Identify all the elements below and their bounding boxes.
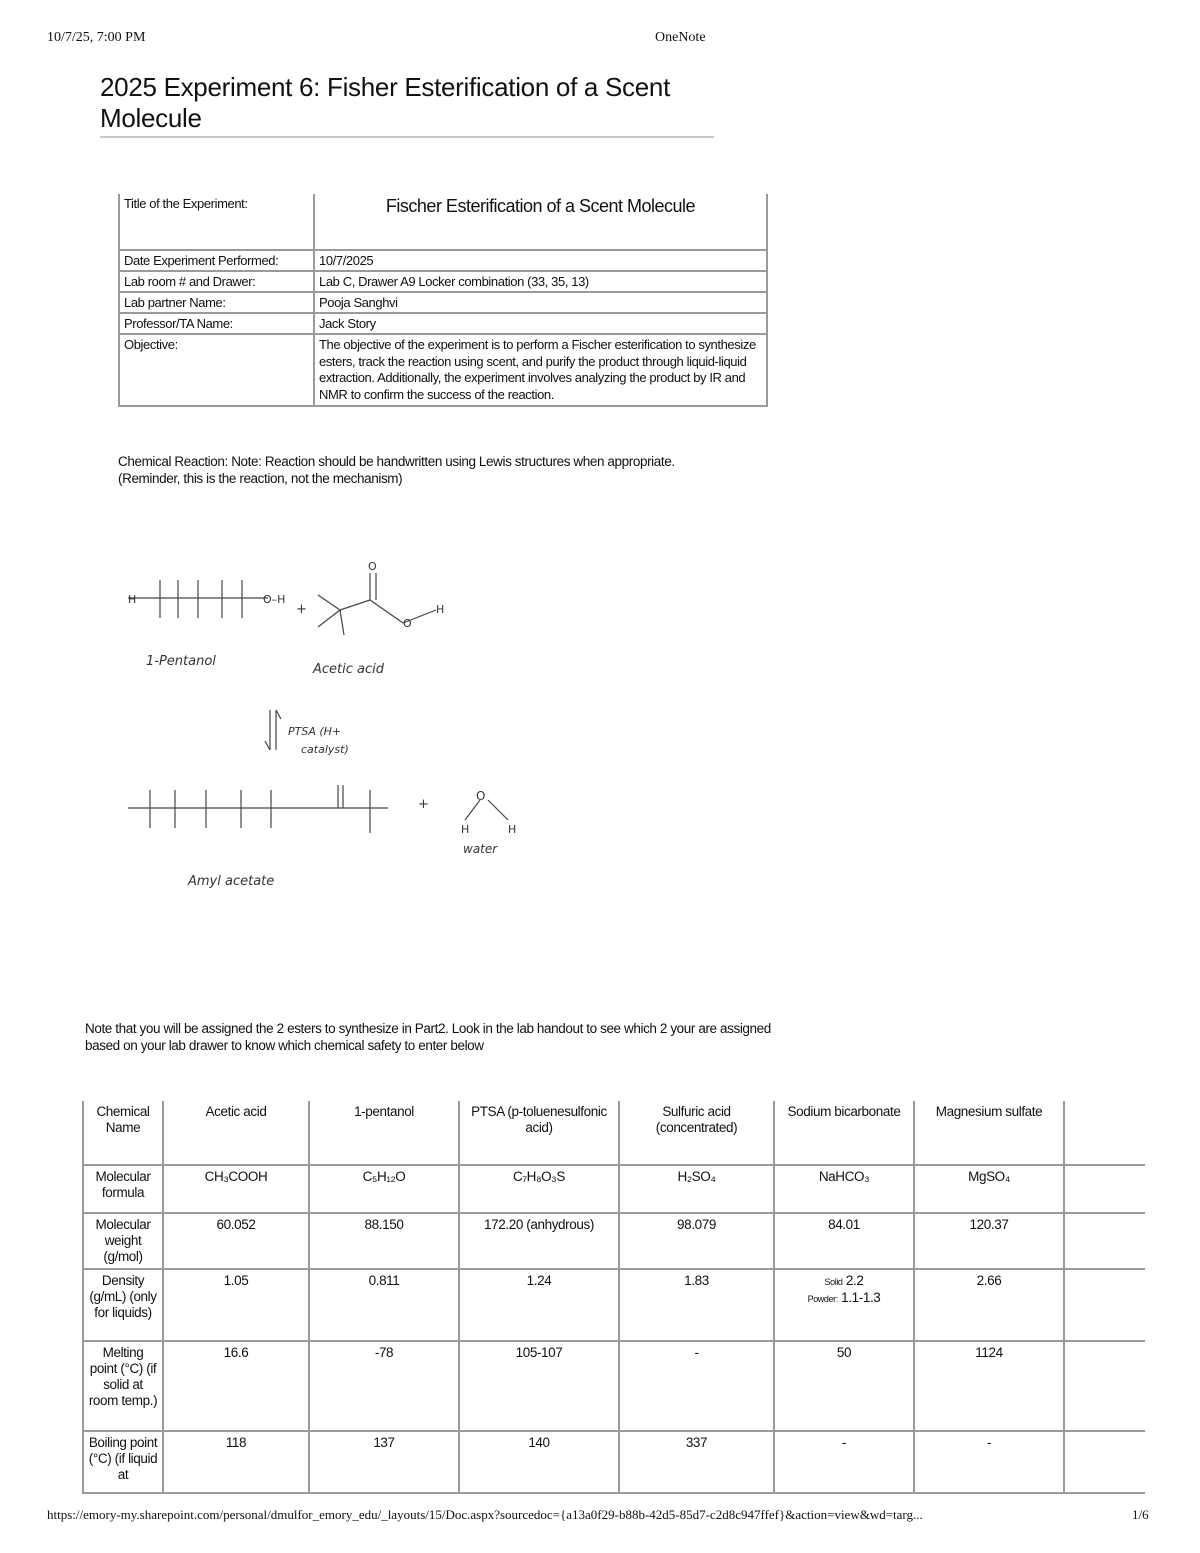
date-value: 10/7/2025 [314, 250, 767, 271]
bicarb-solid-label: Solid [824, 1277, 843, 1287]
boiling-acetic: 118 [163, 1431, 309, 1493]
svg-text:O: O [403, 617, 412, 630]
row-header-boiling: Boiling point (°C) (if liquid at [83, 1431, 163, 1493]
melting-sulfuric: - [619, 1341, 774, 1431]
objective-label: Objective: [119, 334, 314, 406]
bicarb-solid-value: 2.2 [845, 1273, 864, 1288]
svg-text:O: O [476, 789, 486, 803]
density-sulfuric: 1.83 [619, 1269, 774, 1341]
bicarb-powder-value: 1.1-1.3 [841, 1290, 881, 1305]
svg-text:H: H [128, 593, 137, 606]
assignment-note-line2: based on your lab drawer to know which chemical safety to enter below [85, 1038, 484, 1053]
chem-name-sulfuric: Sulfuric acid (concentrated) [619, 1101, 774, 1165]
melting-mgso4: 1124 [914, 1341, 1064, 1431]
boiling-sulfuric: 337 [619, 1431, 774, 1493]
reaction-note-line1: Chemical Reaction: Note: Reaction should be handwritten using Lewis structures when appropriate. [118, 454, 675, 469]
title-value: Fischer Esterification of a Scent Molecule [314, 194, 767, 250]
empty-cell [1064, 1431, 1145, 1493]
svg-text:+: + [296, 602, 307, 617]
date-label: Date Experiment Performed: [119, 250, 314, 271]
row-header-weight: Molecular weight (g/mol) [83, 1213, 163, 1269]
formula-mgso4: MgSO₄ [914, 1165, 1064, 1213]
bicarb-powder-label: Powder: [807, 1294, 838, 1304]
density-bicarbonate [774, 1269, 914, 1341]
boiling-pentanol: 137 [309, 1431, 459, 1493]
weight-mgso4: 120.37 [914, 1213, 1064, 1269]
experiment-info-table [118, 194, 768, 407]
formula-ptsa: C₇H₈O₃S [459, 1165, 619, 1213]
partner-label: Lab partner Name: [119, 292, 314, 313]
reaction-note-line2: (Reminder, this is the reaction, not the mechanism) [118, 471, 403, 486]
melting-acetic: 16.6 [163, 1341, 309, 1431]
chemical-safety-table [82, 1101, 1145, 1494]
row-header-formula: Molecular formula [83, 1165, 163, 1213]
weight-pentanol: 88.150 [309, 1213, 459, 1269]
assignment-note-line1: Note that you will be assigned the 2 esters to synthesize in Part2. Look in the lab handout to see which 2 your are assigned [85, 1021, 771, 1036]
label-catalyst-1: PTSA (H+ [288, 725, 342, 738]
density-ptsa: 1.24 [459, 1269, 619, 1341]
weight-sulfuric: 98.079 [619, 1213, 774, 1269]
weight-ptsa: 172.20 (anhydrous) [459, 1213, 619, 1269]
label-water: water [463, 842, 498, 856]
row-header-melting: Melting point (°C) (if solid at room temp.) [83, 1341, 163, 1431]
handwritten-reaction-drawing [118, 555, 538, 895]
assignment-note [85, 1020, 771, 1054]
empty-cell [1064, 1269, 1145, 1341]
boiling-ptsa: 140 [459, 1431, 619, 1493]
row-header-density: Density (g/mL) (only for liquids) [83, 1269, 163, 1341]
density-mgso4: 2.66 [914, 1269, 1064, 1341]
formula-sulfuric: H₂SO₄ [619, 1165, 774, 1213]
empty-cell [1064, 1165, 1145, 1213]
weight-acetic: 60.052 [163, 1213, 309, 1269]
page-title: 2025 Experiment 6: Fisher Esterification of a Scent Molecule [100, 72, 714, 138]
title-label: Title of the Experiment: [119, 194, 314, 250]
svg-text:O: O [368, 560, 377, 573]
density-pentanol: 0.811 [309, 1269, 459, 1341]
melting-pentanol: -78 [309, 1341, 459, 1431]
lab-value: Lab C, Drawer A9 Locker combination (33, 35, 13) [314, 271, 767, 292]
partner-value: Pooja Sanghvi [314, 292, 767, 313]
svg-text:H: H [461, 823, 470, 836]
formula-bicarbonate: NaHCO₃ [774, 1165, 914, 1213]
objective-value: The objective of the experiment is to perform a Fischer esterification to synthesize esters, track the reaction using scent, and purify the product through liquid-liquid extraction. Additionally, the experiment involves analyzing the product by IR and NMR to confirm the success of the reaction. [314, 334, 767, 406]
print-datetime: 10/7/25, 7:00 PM [47, 30, 146, 45]
label-catalyst-2: catalyst) [301, 743, 349, 756]
svg-text:H: H [436, 603, 445, 616]
svg-text:+: + [418, 797, 429, 812]
melting-ptsa: 105-107 [459, 1341, 619, 1431]
boiling-mgso4: - [914, 1431, 1064, 1493]
print-app-name: OneNote [655, 30, 706, 45]
professor-value: Jack Story [314, 313, 767, 334]
chem-name-mgso4: Magnesium sulfate [914, 1101, 1064, 1165]
svg-text:O–H: O–H [263, 593, 286, 606]
empty-cell [1064, 1213, 1145, 1269]
row-header-name: Chemical Name [83, 1101, 163, 1165]
label-amyl-acetate: Amyl acetate [188, 874, 275, 889]
chem-name-acetic: Acetic acid [163, 1101, 309, 1165]
label-acetic-acid: Acetic acid [313, 662, 385, 677]
chem-name-bicarbonate: Sodium bicarbonate [774, 1101, 914, 1165]
chem-name-ptsa: PTSA (p-toluenesulfonic acid) [459, 1101, 619, 1165]
boiling-bicarbonate: - [774, 1431, 914, 1493]
melting-bicarbonate: 50 [774, 1341, 914, 1431]
professor-label: Professor/TA Name: [119, 313, 314, 334]
lab-label: Lab room # and Drawer: [119, 271, 314, 292]
svg-text:H: H [508, 823, 517, 836]
empty-cell [1064, 1101, 1145, 1165]
formula-acetic: CH₃COOH [163, 1165, 309, 1213]
formula-pentanol: C₅H₁₂O [309, 1165, 459, 1213]
label-1-pentanol: 1-Pentanol [146, 654, 216, 669]
page-number: 1/6 [1132, 1507, 1149, 1522]
density-acetic: 1.05 [163, 1269, 309, 1341]
reaction-note [118, 453, 675, 487]
chem-name-pentanol: 1-pentanol [309, 1101, 459, 1165]
empty-cell [1064, 1341, 1145, 1431]
weight-bicarbonate: 84.01 [774, 1213, 914, 1269]
print-url: https://emory-my.sharepoint.com/personal/dmulfor_emory_edu/_layouts/15/Doc.aspx?sourcedoc={a13a0f29-b88b-42d5-85d7-c2d8c947ffef}&action=view&wd=targ... [47, 1507, 923, 1522]
